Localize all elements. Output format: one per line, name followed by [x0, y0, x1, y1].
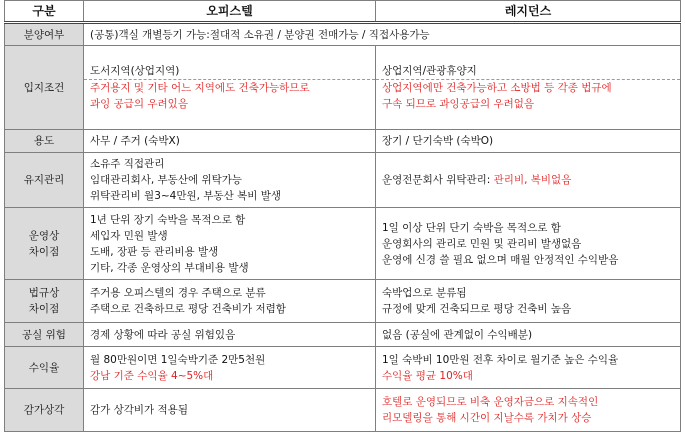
label-legal [5, 280, 84, 323]
label-operation-line: 운영상 [28, 229, 60, 242]
residence-yield-line: 1일 숙박비 10만원 전후 차이로 월기준 높은 수익율 [382, 353, 619, 366]
officetel-legal-line: 주택으로 건축하므로 평당 건축비가 저렴함 [90, 303, 286, 315]
sale-merged-cell: (공통)객실 개별등기 가능:절대적 소유권 / 분양권 전매가능 / 직접사용가능 [84, 23, 681, 46]
officetel-operation-line: 도배, 장판 등 관리비용 발생 [90, 245, 219, 258]
row-legal [5, 280, 681, 323]
officetel-maintenance-line: 위탁관리비 월3~4만원, 부동산 복비 발생 [90, 190, 281, 202]
residence-operation [376, 208, 681, 280]
officetel-maintenance-line: 임대관리회사, 부동산에 위탁가능 [90, 174, 243, 186]
row-yield [5, 347, 681, 389]
residence-maintenance-text: 운영전문회사 위탁관리: [382, 174, 494, 186]
row-usage [5, 130, 681, 153]
officetel-location-line: 도서지역(상업지역) [90, 65, 180, 77]
residence-depreciation-line: 리모델링을 통해 시간이 지날수록 가치가 상승 [382, 412, 592, 424]
officetel-operation-line: 1년 단위 장기 숙박을 목적으로 함 [90, 213, 246, 226]
officetel-maintenance [84, 153, 376, 208]
residence-location-line: 상업지역/관광휴양지 [382, 65, 477, 77]
label-location: 입지조건 [5, 46, 84, 130]
residence-location-line: 상업지역에만 건축가능하고 소방법 등 각종 법규에 [382, 82, 612, 94]
row-depreciation [5, 389, 681, 432]
officetel-legal-line: 주거용 오피스텔의 경우 주택으로 분류 [90, 287, 266, 299]
row-location [5, 46, 681, 130]
residence-legal [376, 280, 681, 323]
label-vacancy: 공실 위험 [5, 323, 84, 347]
residence-yield [376, 347, 681, 389]
label-usage: 용도 [5, 130, 84, 153]
row-operation [5, 208, 681, 280]
header-row [5, 1, 681, 23]
label-sale: 분양여부 [5, 23, 84, 46]
officetel-operation-line: 세입자 민원 발생 [90, 229, 168, 242]
officetel-location-line: 과잉 공급의 우려있음 [90, 98, 188, 110]
residence-vacancy: 없음 (공실에 관계없이 수익배분) [376, 323, 681, 347]
officetel-usage: 사무 / 주거 (숙박X) [84, 130, 376, 153]
row-maintenance [5, 153, 681, 208]
residence-usage: 장기 / 단기숙박 (숙박O) [376, 130, 681, 153]
residence-maintenance-emphasis: 관리비, 복비없음 [493, 174, 572, 186]
residence-operation-line: 1일 이상 단위 단기 숙박을 목적으로 함 [382, 221, 561, 234]
officetel-yield-line: 강남 기준 수익율 4~5%대 [90, 369, 214, 382]
officetel-operation [84, 208, 376, 280]
residence-legal-line: 규정에 맞게 건축되므로 평당 건축비 높음 [382, 303, 572, 315]
residence-operation-line: 운영회사의 관리로 민원 및 관리비 발생없음 [382, 237, 582, 250]
header-category: 구분 [5, 1, 84, 23]
header-residence: 레지던스 [376, 1, 681, 23]
residence-operation-line: 운영에 신경 쓸 필요 없으며 매월 안정적인 수익받음 [382, 253, 619, 266]
officetel-location [84, 46, 376, 130]
label-legal-line: 차이점 [28, 303, 60, 315]
header-officetel: 오피스텔 [84, 1, 376, 23]
officetel-maintenance-line: 소유주 직접관리 [90, 158, 165, 170]
label-operation-line: 차이점 [28, 245, 60, 258]
row-sale [5, 23, 681, 46]
officetel-legal [84, 280, 376, 323]
residence-depreciation [376, 389, 681, 432]
officetel-yield-line: 월 80만원이면 1일숙박기준 2만5천원 [90, 353, 266, 366]
label-yield: 수익율 [5, 347, 84, 389]
residence-location-line: 구속 되므로 과잉공급의 우려없음 [382, 98, 535, 110]
residence-depreciation-line: 호텔로 운영되므로 비축 운영자금으로 지속적인 [382, 396, 599, 408]
label-legal-line: 법규상 [28, 287, 60, 299]
officetel-location-line: 주거용지 및 기타 어느 지역에도 건축가능하므로 [90, 82, 310, 94]
residence-yield-line: 수익율 평균 10%대 [382, 369, 473, 382]
officetel-vacancy: 경제 상황에 따라 공실 위험있음 [84, 323, 376, 347]
residence-legal-line: 숙박업으로 분류됨 [382, 287, 467, 299]
label-operation [5, 208, 84, 280]
residence-maintenance [376, 153, 681, 208]
officetel-yield [84, 347, 376, 389]
comparison-table [4, 0, 681, 432]
officetel-operation-line: 기타, 각종 운영상의 부대비용 발생 [90, 261, 249, 274]
label-depreciation: 감가상각 [5, 389, 84, 432]
label-maintenance: 유지관리 [5, 153, 84, 208]
row-vacancy [5, 323, 681, 347]
officetel-depreciation: 감가 상각비가 적용됨 [84, 389, 376, 432]
residence-location [376, 46, 681, 130]
